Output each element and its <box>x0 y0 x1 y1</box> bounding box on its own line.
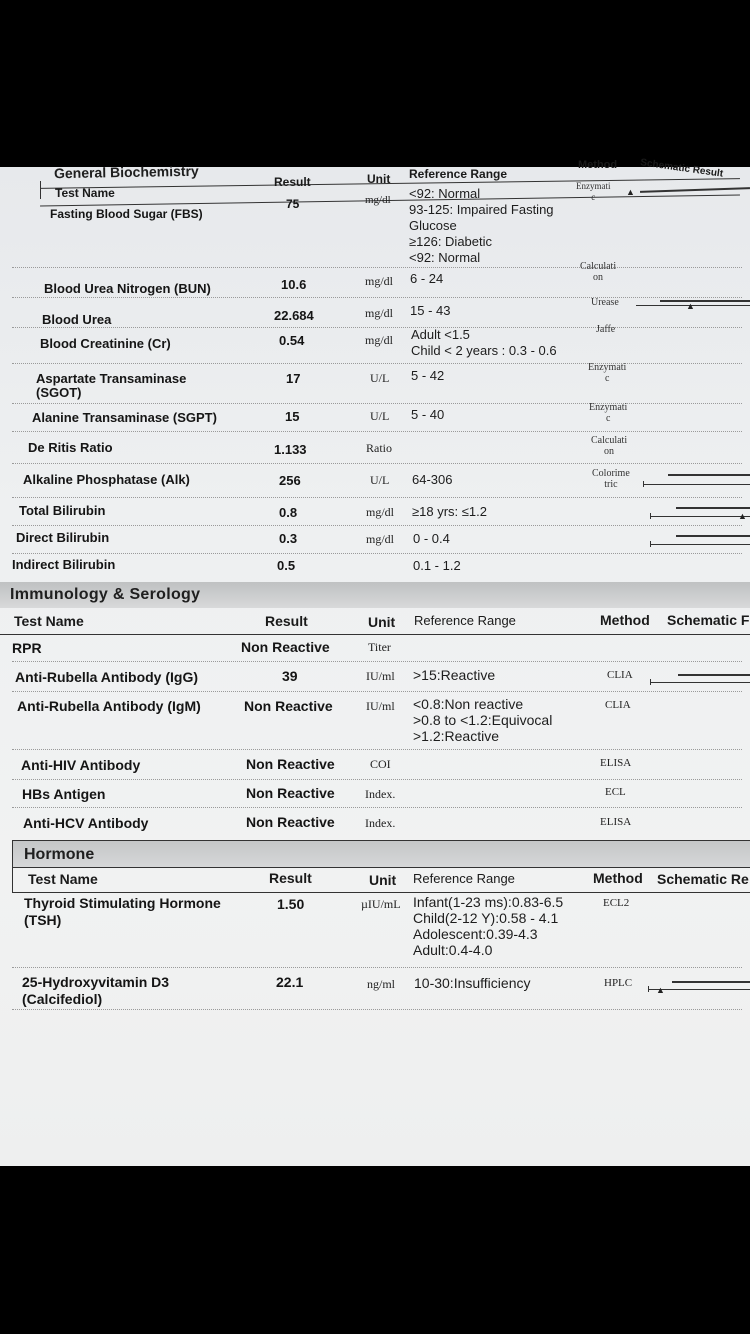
test-name: HBs Antigen <box>22 786 106 802</box>
section-bracket <box>12 840 13 867</box>
test-method <box>576 181 611 203</box>
method-line: Colorime <box>592 468 630 479</box>
test-unit: U/L <box>370 473 390 487</box>
method-line: Calculati <box>580 261 617 272</box>
method-line: Enzymati <box>589 402 628 413</box>
test-result: 0.54 <box>279 333 305 348</box>
test-name-line: 25-Hydroxyvitamin D3 <box>22 974 170 990</box>
test-name-line: Thyroid Stimulating Hormone <box>24 895 221 911</box>
schematic-bar <box>640 187 750 193</box>
schematic-bar <box>676 507 750 509</box>
header-method: Method <box>600 612 650 628</box>
schematic-bar <box>650 544 750 545</box>
row-divider <box>12 431 742 432</box>
header-result: Result <box>269 870 312 886</box>
test-name: Alkaline Phosphatase (Alk) <box>23 472 190 487</box>
test-unit: IU/ml <box>366 669 395 683</box>
ref-line: >0.8 to <1.2:Equivocal <box>413 712 553 728</box>
test-method <box>592 468 630 490</box>
test-result: Non Reactive <box>246 756 335 772</box>
row-divider <box>12 267 742 268</box>
method-line: Enzymati <box>576 181 611 191</box>
ref-line: Adult <1.5 <box>411 327 470 342</box>
test-name: Direct Bilirubin <box>16 530 110 545</box>
method-line: tric <box>604 479 618 490</box>
test-unit: mg/dl <box>365 333 394 347</box>
test-name: Anti-HCV Antibody <box>23 815 149 831</box>
test-method: ECL2 <box>603 897 630 909</box>
test-method: HPLC <box>604 977 633 989</box>
test-result: 0.5 <box>277 558 296 573</box>
row-divider <box>12 1009 742 1010</box>
test-name: Blood Urea Nitrogen (BUN) <box>44 281 211 296</box>
header-schematic: Schematic F <box>667 612 750 628</box>
test-result: 22.1 <box>276 974 304 990</box>
test-result: 0.3 <box>279 531 298 546</box>
header-bracket <box>40 181 41 199</box>
schematic-bar <box>650 516 750 517</box>
ref-line: 93-125: Impaired Fasting <box>409 202 554 217</box>
section-bottom-rule <box>12 867 750 868</box>
header-schematic: Schematic Result <box>639 157 724 180</box>
method-line: on <box>593 272 604 283</box>
reference-range: >15:Reactive <box>413 667 496 683</box>
test-method <box>580 261 616 283</box>
schematic-tick <box>650 541 651 547</box>
lab-report-page <box>0 157 750 1166</box>
schematic-bar <box>650 682 750 683</box>
header-reference-range: Reference Range <box>414 613 516 628</box>
test-result: Non Reactive <box>246 814 335 830</box>
row-divider <box>12 691 742 692</box>
schematic-tick <box>643 481 644 487</box>
row-divider <box>12 463 742 464</box>
method-line: on <box>604 446 615 457</box>
test-method: ELISA <box>600 757 632 769</box>
ref-line: Child(2-12 Y):0.58 - 4.1 <box>413 910 559 926</box>
test-name-line: (SGOT) <box>36 385 82 400</box>
row-divider <box>12 661 742 662</box>
header-bracket <box>12 867 13 893</box>
header-test-name: Test Name <box>55 186 115 200</box>
method-line: Urease <box>591 297 619 308</box>
method-line: c <box>604 373 610 384</box>
test-unit: COI <box>370 757 391 771</box>
test-method <box>589 402 627 424</box>
test-unit: Ratio <box>366 441 392 455</box>
test-unit: mg/dl <box>365 274 394 288</box>
test-name-line: (Calcifediol) <box>22 991 103 1007</box>
schematic-bar <box>668 474 750 476</box>
test-result: 22.684 <box>274 308 314 323</box>
reference-range: 0.1 - 1.2 <box>413 558 461 573</box>
row-divider <box>12 525 742 526</box>
test-name: Fasting Blood Sugar (FBS) <box>50 207 203 221</box>
schematic-tick <box>650 679 651 685</box>
test-name: Anti-Rubella Antibody (IgG) <box>15 669 199 685</box>
header-bottom-rule <box>0 634 750 635</box>
test-method <box>591 435 627 457</box>
test-unit: Titer <box>368 640 391 654</box>
reference-range: 10-30:Insufficiency <box>414 975 531 991</box>
reference-range: 15 - 43 <box>410 303 451 318</box>
section-top-rule <box>12 840 750 841</box>
ref-line: Child < 2 years : 0.3 - 0.6 <box>411 343 557 358</box>
row-divider <box>12 403 742 404</box>
test-result: 1.50 <box>277 896 305 912</box>
test-name: Anti-HIV Antibody <box>21 757 141 773</box>
test-name: Total Bilirubin <box>19 503 106 518</box>
reference-range: 64-306 <box>412 472 453 487</box>
ref-line: <0.8:Non reactive <box>413 696 524 712</box>
reference-range <box>412 504 487 520</box>
test-unit: IU/ml <box>366 699 395 713</box>
header-result: Result <box>265 613 308 629</box>
test-unit: ng/ml <box>367 977 396 991</box>
ref-line: ≥18 yrs: ≤1.2 <box>412 504 487 519</box>
test-name: RPR <box>12 640 42 656</box>
header-schematic: Schematic Re <box>657 871 749 887</box>
test-name <box>22 974 169 1008</box>
reference-range: 0 - 0.4 <box>413 531 450 546</box>
test-method <box>596 324 615 335</box>
test-method: ELISA <box>600 816 632 828</box>
header-reference-range: Reference Range <box>413 871 515 886</box>
test-method <box>588 362 626 384</box>
test-method: CLIA <box>605 699 631 711</box>
header-test-name: Test Name <box>28 871 98 887</box>
test-unit: mg/dl <box>366 532 395 546</box>
header-test-name: Test Name <box>14 613 84 629</box>
section-title-hormone: Hormone <box>24 846 95 863</box>
test-name-line: Aspartate Transaminase <box>36 371 187 386</box>
schematic-marker: ▲ <box>626 187 635 197</box>
test-result: 10.6 <box>281 277 307 292</box>
section-band-hormone <box>12 840 750 867</box>
method-line: Jaffe <box>596 324 616 335</box>
test-name: Blood Creatinine (Cr) <box>40 336 171 351</box>
test-name: Anti-Rubella Antibody (IgM) <box>17 698 201 714</box>
header-bottom-rule <box>12 892 750 893</box>
reference-range: 5 - 42 <box>411 368 445 383</box>
schematic-marker: ▲ <box>686 301 695 311</box>
ref-line: >1.2:Reactive <box>413 728 499 744</box>
header-method: Method <box>593 870 643 886</box>
header-unit: Unit <box>367 172 391 186</box>
test-name: Blood Urea <box>42 312 112 327</box>
test-result: 1.133 <box>274 442 307 457</box>
reference-range: 6 - 24 <box>410 271 444 286</box>
schematic-bar <box>643 484 750 485</box>
test-result: 0.8 <box>279 505 298 520</box>
row-divider <box>12 497 742 498</box>
ref-line: ≥126: Diabetic <box>409 234 493 249</box>
reference-range <box>413 696 552 744</box>
ref-line: Infant(1-23 ms):0.83-6.5 <box>413 894 564 910</box>
test-result: 39 <box>282 668 298 684</box>
row-divider <box>12 749 742 750</box>
test-result: 15 <box>285 409 300 424</box>
header-result: Result <box>274 175 311 189</box>
section-title-general: General Biochemistry <box>53 162 199 182</box>
row-divider <box>12 553 742 554</box>
section-title-immuno: Immunology & Serology <box>10 586 201 603</box>
test-unit: Index. <box>365 816 396 830</box>
method-line: Calculati <box>591 435 628 446</box>
schematic-tick <box>648 986 649 992</box>
row-divider <box>12 967 742 968</box>
test-unit: U/L <box>370 409 390 423</box>
test-unit: Index. <box>365 787 396 801</box>
test-result: 256 <box>279 473 301 488</box>
test-method: CLIA <box>607 669 633 681</box>
schematic-bar <box>678 674 750 676</box>
method-line: c <box>605 413 611 424</box>
schematic-bar <box>660 300 750 302</box>
test-unit: U/L <box>370 371 390 385</box>
test-unit: µIU/mL <box>361 897 401 911</box>
reference-range <box>413 894 563 958</box>
row-divider <box>12 327 742 328</box>
test-method <box>591 297 619 308</box>
schematic-bar <box>672 981 750 983</box>
ref-line: <92: Normal <box>409 186 481 201</box>
schematic-tick <box>650 513 651 519</box>
method-line: c <box>591 192 596 202</box>
reference-range <box>409 186 554 266</box>
test-name: De Ritis Ratio <box>28 440 113 455</box>
test-result: 75 <box>286 197 300 211</box>
ref-line: Adolescent:0.39-4.3 <box>413 926 538 942</box>
method-line: Enzymati <box>588 362 627 373</box>
header-unit: Unit <box>368 614 396 630</box>
header-method: Method <box>578 159 618 171</box>
row-divider <box>12 807 742 808</box>
test-name <box>24 895 221 929</box>
test-unit: mg/dl <box>366 505 395 519</box>
test-name: Indirect Bilirubin <box>12 557 116 572</box>
row-divider <box>12 363 742 364</box>
test-unit: mg/dl <box>365 194 391 206</box>
test-method: ECL <box>605 786 626 798</box>
header-reference-range: Reference Range <box>409 167 508 181</box>
test-unit: mg/dl <box>365 306 394 320</box>
test-result: 17 <box>286 371 301 386</box>
test-name-line: (TSH) <box>24 912 62 928</box>
schematic-bar <box>676 535 750 537</box>
test-name: Alanine Transaminase (SGPT) <box>32 410 217 425</box>
ref-line: Adult:0.4-4.0 <box>413 942 493 958</box>
ref-line: Glucose <box>409 218 457 233</box>
header-unit: Unit <box>369 872 397 888</box>
test-result: Non Reactive <box>246 785 335 801</box>
ref-line: <92: Normal <box>409 250 481 265</box>
row-divider <box>12 297 742 298</box>
reference-range: 5 - 40 <box>411 407 445 422</box>
row-divider <box>12 779 742 780</box>
test-result: Non Reactive <box>244 698 333 714</box>
test-result: Non Reactive <box>241 639 330 655</box>
reference-range <box>411 327 557 359</box>
schematic-marker: ▲ <box>656 985 665 995</box>
test-name <box>36 372 186 400</box>
schematic-marker: ▲ <box>738 511 747 521</box>
